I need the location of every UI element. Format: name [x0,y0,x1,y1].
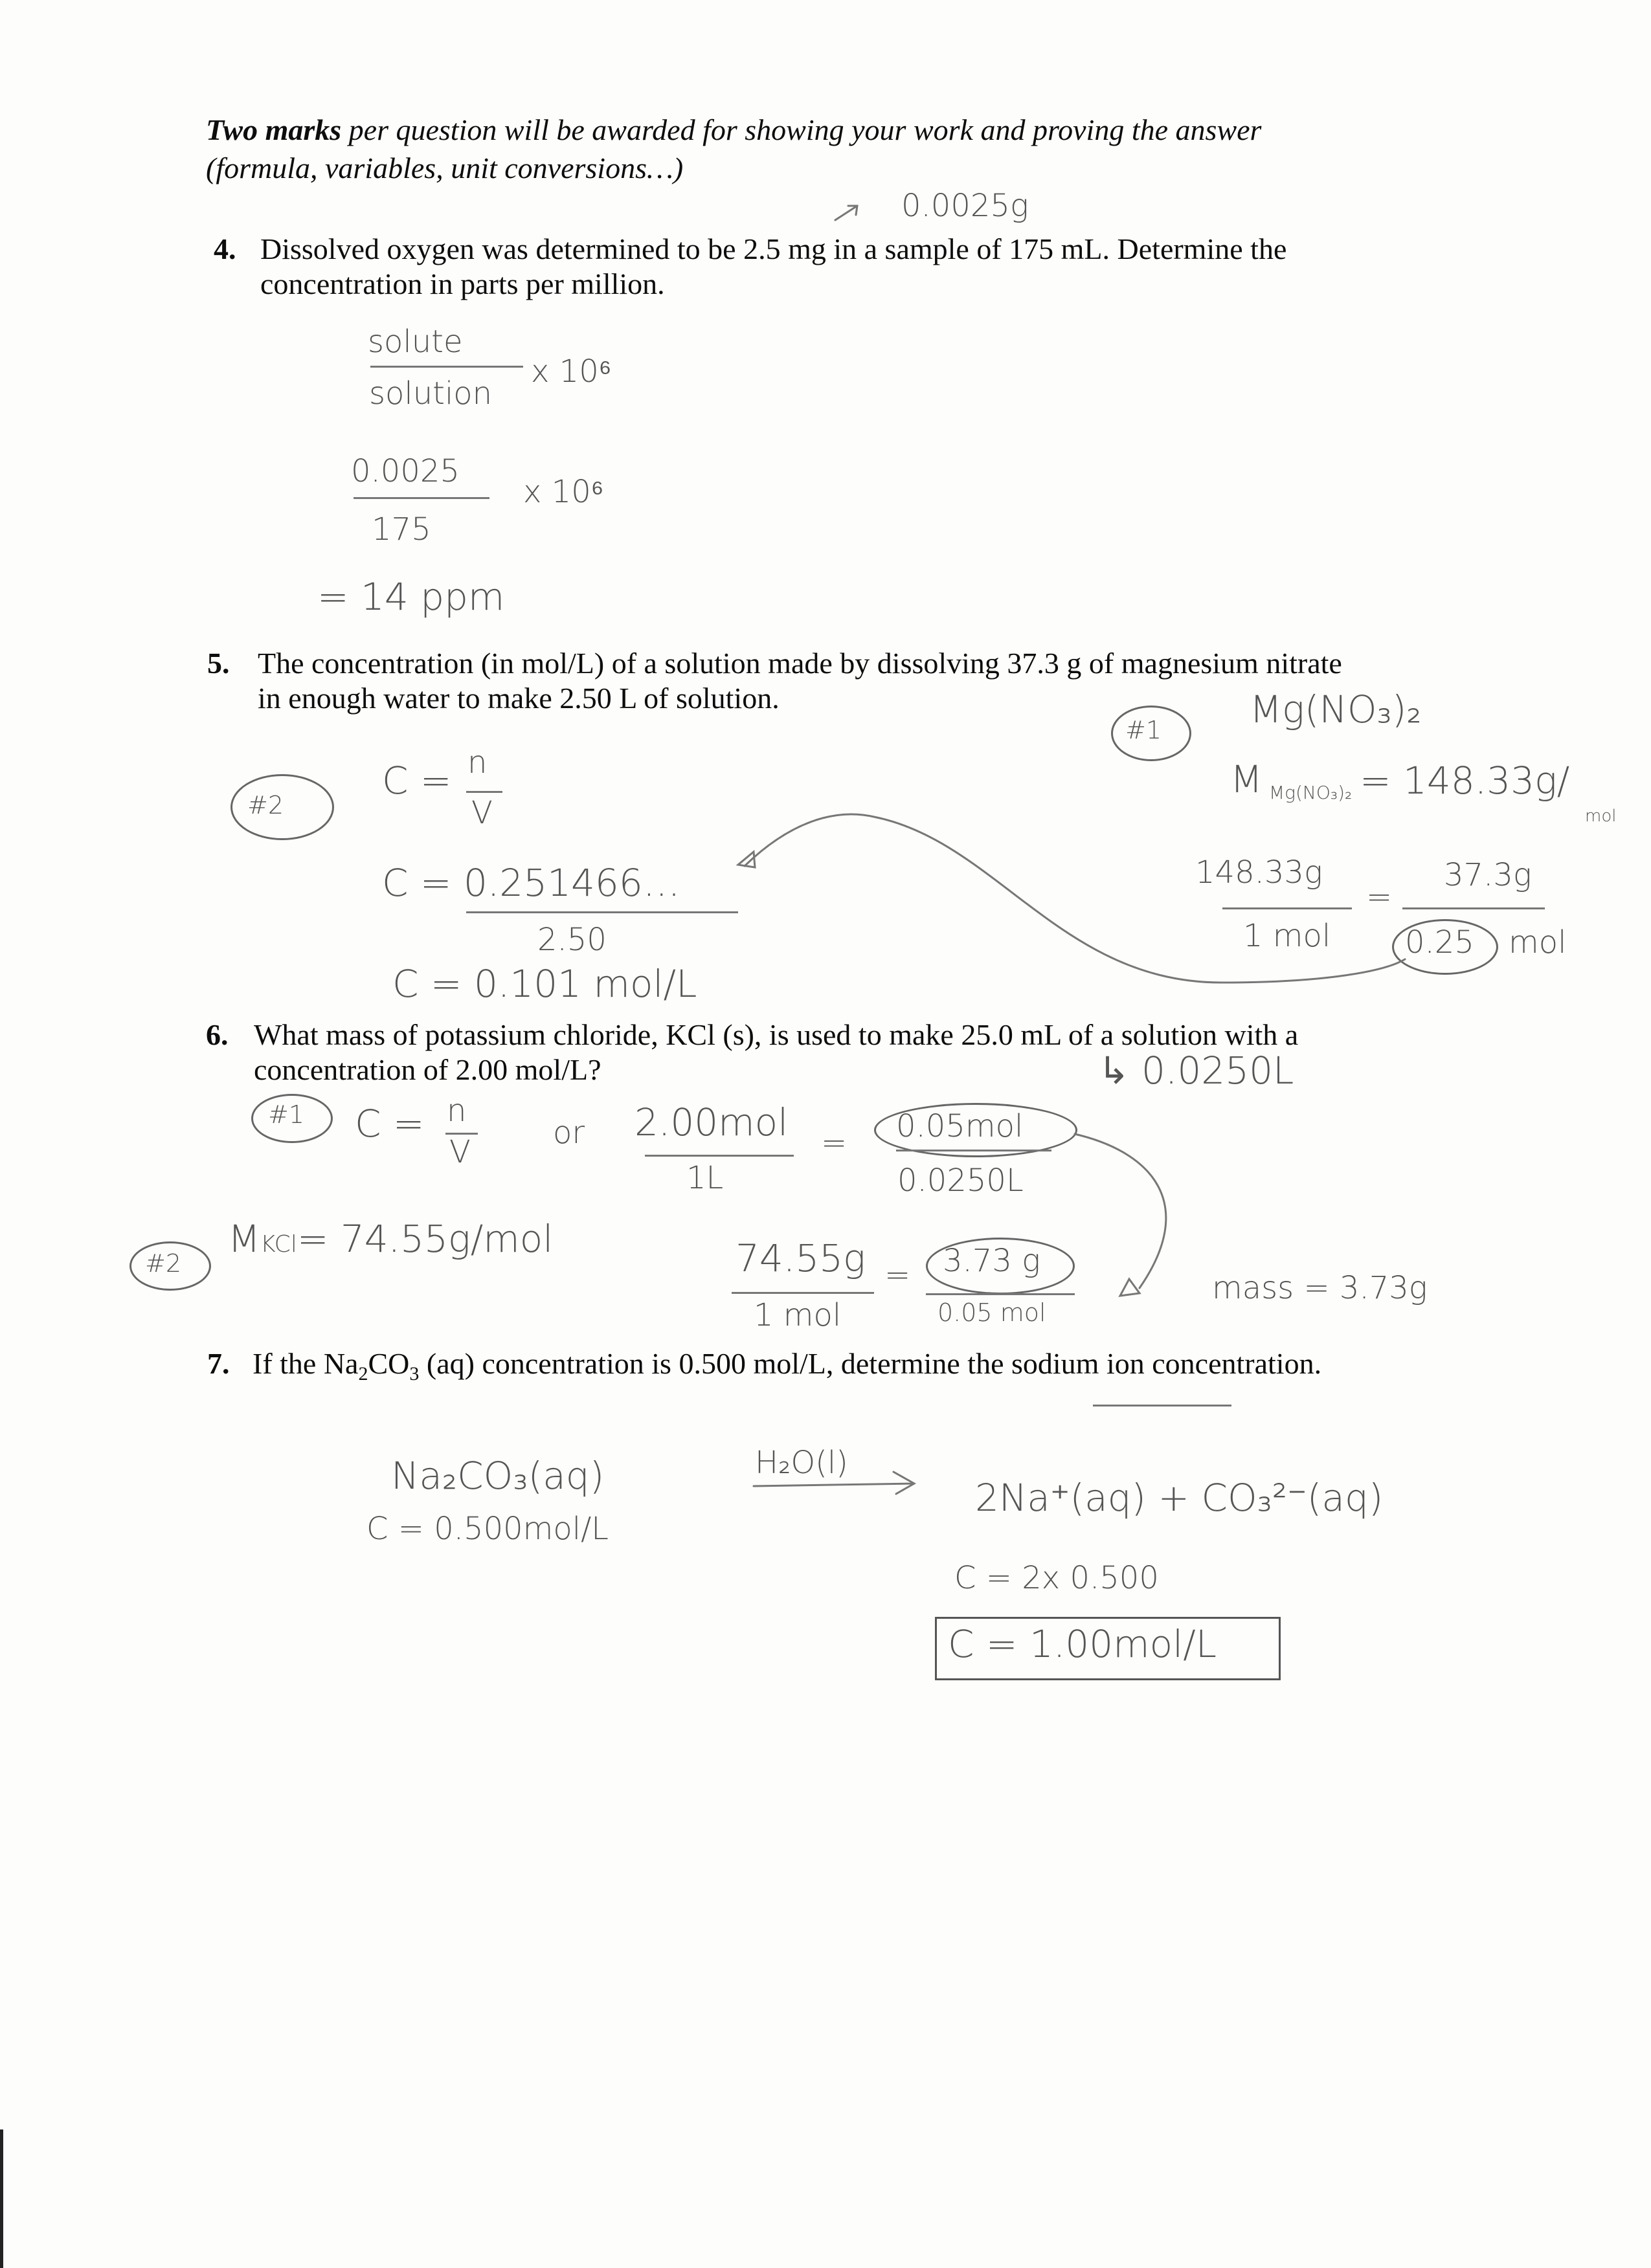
q6-moles: 0.05mol [896,1108,1024,1144]
q6-ratio2-den: 1 mol [754,1297,842,1333]
scan-edge-mark [0,2129,3,2268]
q6-formula-lhs: C = [355,1102,425,1146]
instructions-bold: Two marks [206,113,342,146]
q4-note-answer: = 14 ppm [317,575,505,619]
q5-number: 5. [207,647,230,680]
q5-ratio-num-right: 37.3g [1444,857,1532,893]
q5-moles-unit: mol [1509,924,1567,961]
q6-ratio-den: 1L [686,1160,724,1196]
q7-sub2: 3 [409,1363,420,1385]
q4-note-sub-den: 175 [372,511,431,548]
q7-answer: C = 1.00mol/L [948,1622,1217,1666]
q5-formula-v: V [471,795,493,831]
q4-note-formula-num: solute [368,324,463,360]
q5-text-line-2: in enough water to make 2.50 L of solution. [258,682,780,715]
q6-conversion: ↳ 0.0250L [1098,1049,1294,1093]
q5-text-line-1: The concentration (in mol/L) of a solution made by dissolving 37.3 g of magnesium nitrate [258,647,1342,680]
q7-arrow-label: H₂O(l) [755,1445,848,1481]
q5-step1-tag: #1 [1125,716,1162,744]
q6-step1-tag: #1 [268,1100,305,1129]
q4-note-formula-den: solution [369,375,493,412]
q4-number: 4. [214,232,236,265]
q6-connector-curve [1075,1134,1166,1288]
instructions-rest: per question will be awarded for showing your work and proving the answer [341,113,1262,146]
q6-formula-v: V [449,1134,471,1170]
q5-connector-curve [745,814,1405,983]
q4-note-formula-mult: x 10⁶ [531,353,612,390]
q5-molar-mass-unit: mol [1585,806,1617,826]
q6-eq: = [821,1125,848,1161]
q6-text-line-2: concentration of 2.00 mol/L? [254,1053,601,1086]
q6-mass-boxed: 3.73 g [943,1243,1040,1279]
q5-moles: 0.25 [1405,924,1474,961]
q6-volume: 0.0250L [897,1162,1024,1199]
q5-molar-mass-sub: Mg(NO₃)₂ [1269,782,1353,803]
q4-arrow-stroke [835,206,857,220]
q7-calc: C = 2x 0.500 [954,1560,1159,1596]
q5-ratio-num-left: 148.33g [1195,854,1323,891]
q5-sub-den: 2.50 [537,922,607,958]
q6-arrow-head [1120,1279,1140,1296]
q4-note-conversion: 0.0025g [901,188,1029,224]
q7-reactant: Na₂CO₃(aq) [391,1454,605,1498]
q5-compound: Mg(NO₃)₂ [1250,687,1422,731]
q6-formula-n: n [447,1093,467,1129]
q4-note-sub-num: 0.0025 [351,453,460,489]
q4-text-line-1: Dissolved oxygen was determined to be 2.5 mg in a sample of 175 mL. Determine the [260,232,1287,265]
q6-molar-mass-sub: KCl [260,1231,297,1258]
q7-reaction-arrow [754,1472,914,1494]
q5-sub-lhs: C = 0.251466… [382,861,680,905]
q6-step2-tag: #2 [145,1249,182,1278]
instructions-line-2: (formula, variables, unit conversions…) [206,151,684,184]
q6-ratio2-eq: = [884,1257,911,1293]
q5-molar-mass-label: M [1230,757,1263,801]
q5-answer: C = 0.101 mol/L [392,962,697,1006]
q6-molar-mass-value: = 74.55g/mol [297,1217,554,1261]
q7-text-mid: CO [368,1347,410,1380]
q7-text-pre: If the Na [253,1347,359,1380]
q6-ratio2-num: 74.55g [736,1236,866,1280]
q6-text-line-1: What mass of potassium chloride, KCl (s), is used to make 25.0 mL of a solution with a [254,1018,1299,1051]
q5-step2-tag: #2 [247,791,284,819]
q5-molar-mass-value: = 148.33g/ [1360,759,1570,803]
q6-number: 6. [206,1018,229,1051]
q5-ratio-eq: = [1366,879,1393,915]
q6-moles2: 0.05 mol [938,1298,1046,1327]
q5-ratio-den-left: 1 mol [1243,918,1331,954]
q5-formula-n: n [467,744,488,781]
q6-answer: mass = 3.73g [1212,1270,1428,1306]
q7-number: 7. [207,1347,230,1380]
q4-note-sub-mult: x 10⁶ [523,474,604,510]
q6-or: or [553,1115,585,1151]
q7-products: 2Na⁺(aq) + CO₃²⁻(aq) [975,1476,1384,1520]
q7-text-post: (aq) concentration is 0.500 mol/L, determine the sodium ion concentration. [419,1347,1322,1380]
q6-molar-mass-label: M [228,1217,261,1261]
q7-reactant-conc: C = 0.500mol/L [366,1511,609,1547]
q7-sub1: 2 [358,1363,368,1385]
q6-ratio-num: 2.00mol [635,1100,789,1144]
q4-text-line-2: concentration in parts per million. [260,267,665,300]
q5-formula-lhs: C = [382,759,452,803]
